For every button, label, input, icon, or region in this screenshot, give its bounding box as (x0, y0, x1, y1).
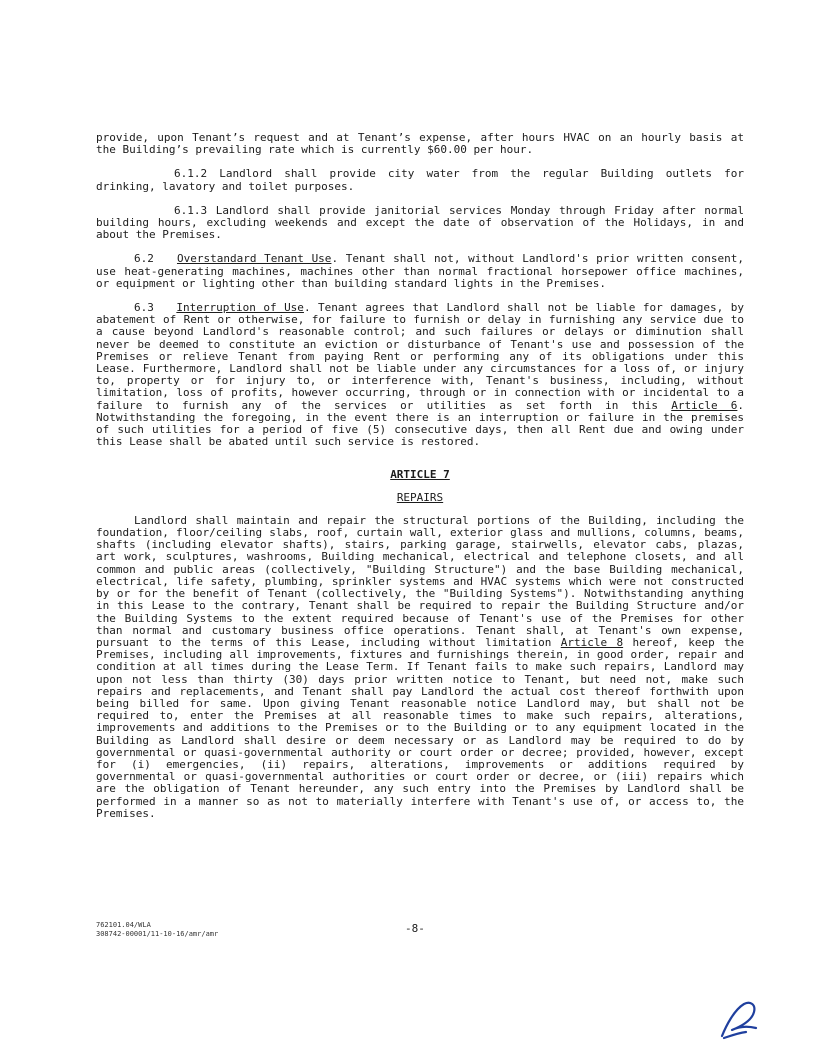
article-8-reference: Article 8 (560, 635, 624, 649)
paragraph-6-1-3: 6.1.3 Landlord shall provide janitorial services Monday through Friday after normal building hours, excluding weekends and except the date of observation of the Holidays, in and about the Premises. (96, 203, 744, 242)
section-6-3-body-b: . Notwithstanding the foregoing, in the event there is an interruption or failure in the premises of such utilities for a period of five (5) consecutive days, then all Rent due and owing under this Lease shall be abated until such service is restored. (96, 398, 745, 449)
repairs-body-b: hereof, keep the Premises, including all improvements, fixtures and furnishings therein, in good order, repair and condition at all times during the Lease Term. If Tenant fails to make such repairs, Landlord may upon not less than thirty (30) days prior written notice to Tenant, but need not, make such repairs and replacements, and Tenant shall pay Landlord the actual cost thereof forthwith upon being billed for same. Upon giving Tenant reasonable notice Landlord may, but shall not be required to, enter the Premises at all reasonable times to make such repairs, alterations, improvements and additions to the Premises or to the Building or to any equipment located in the Building as Landlord shall desire or deem necessary or as Landlord may be required to do by governmental or quasi-governmental authority or court order or decree; provided, however, except for (i) emergencies, (ii) repairs, alterations, improvements or additions required by governmental or quasi-governmental authorities or court order or decree, or (iii) repairs which are the obligation of Tenant hereunder, any such entry into the Premises by Landlord shall be performed in a manner so as not to materially interfere with Tenant's use of, or access to, the Premises. (96, 635, 744, 820)
page-number: -8- (405, 922, 425, 935)
document-code-line-1: 762101.04/WLA (96, 921, 151, 929)
section-6-3-title: Interruption of Use (176, 301, 304, 315)
section-6-3-body-a: . Tenant agrees that Landlord shall not be liable for damages, by abatement of Rent or otherwise, for failure to furnish or delay in furnishing any service due to a cause beyond Landlord's reasonable control; and such failures or delays or diminution shall never be deemed to constitute an eviction or disturbance of Tenant's use and possession of the Premises or relieve Tenant from paying Rent or performing any of its obligations under this Lease. Furthermore, Landlord shall not be liable under any circumstances for a loss of, or injury to, property or for injury to, or interference with, Tenant's business, including, without limitation, loss of profits, however occurring, through or in connection with or incidental to a failure to furnish any of the services or utilities as set forth in this (96, 301, 744, 412)
repairs-body-a: Landlord shall maintain and repair the structural portions of the Building, including the foundation, floor/ceiling slabs, roof, curtain wall, exterior glass and mullions, columns, beams, shafts (including elevator shafts), stairs, parking garage, stairwells, elevator cabs, plazas, art work, sculptures, washrooms, Building mechanical, electrical and telephone closets, and all common and public areas (collectively, "Building Structure") and the base Building mechanical, electrical, life safety, plumbing, sprinkler systems and HVAC systems which were not constructed by or for the benefit of Tenant (collectively, the "Building Systems"). Notwithstanding anything in this Lease to the contrary, Tenant shall be required to repair the Building Structure and/or the Building Systems to the extent required because of Tenant's use of the Premises for other than normal and customary business office operations. Tenant shall, at Tenant's own expense, pursuant to the terms of this Lease, including without limitation (96, 513, 744, 649)
paragraph-hvac: provide, upon Tenant’s request and at Tenant’s expense, after hours HVAC on an hourly basis at the Building’s prevailing rate which is currently $60.00 per hour. (96, 131, 744, 157)
initials-signature (716, 996, 766, 1044)
section-6-2-number: 6.2 (134, 252, 154, 266)
section-6-2-title: Overstandard Tenant Use (176, 252, 332, 266)
section-6-2-body: . Tenant shall not, without Landlord's prior written consent, use heat-generating machines, machines other than normal fractional horsepower office machines, or equipment or lighting other than building standard lights in the Premises. (96, 252, 744, 290)
article-heading: ARTICLE 7 (390, 468, 450, 482)
document-code-line-2: 308742-00001/11-10-16/amr/amr (96, 930, 219, 938)
repairs-paragraph (96, 515, 744, 820)
article-subheading: REPAIRS (396, 490, 444, 504)
document-code (96, 921, 218, 939)
paragraph-6-1-2: 6.1.2 Landlord shall provide city water from the regular Building outlets for drinking, lavatory and toilet purposes. (96, 167, 744, 193)
document-body (96, 132, 744, 820)
section-6-2 (96, 253, 744, 290)
article-6-reference: Article 6 (671, 398, 738, 412)
section-6-3-number: 6.3 (134, 301, 154, 315)
section-6-3 (96, 302, 744, 448)
